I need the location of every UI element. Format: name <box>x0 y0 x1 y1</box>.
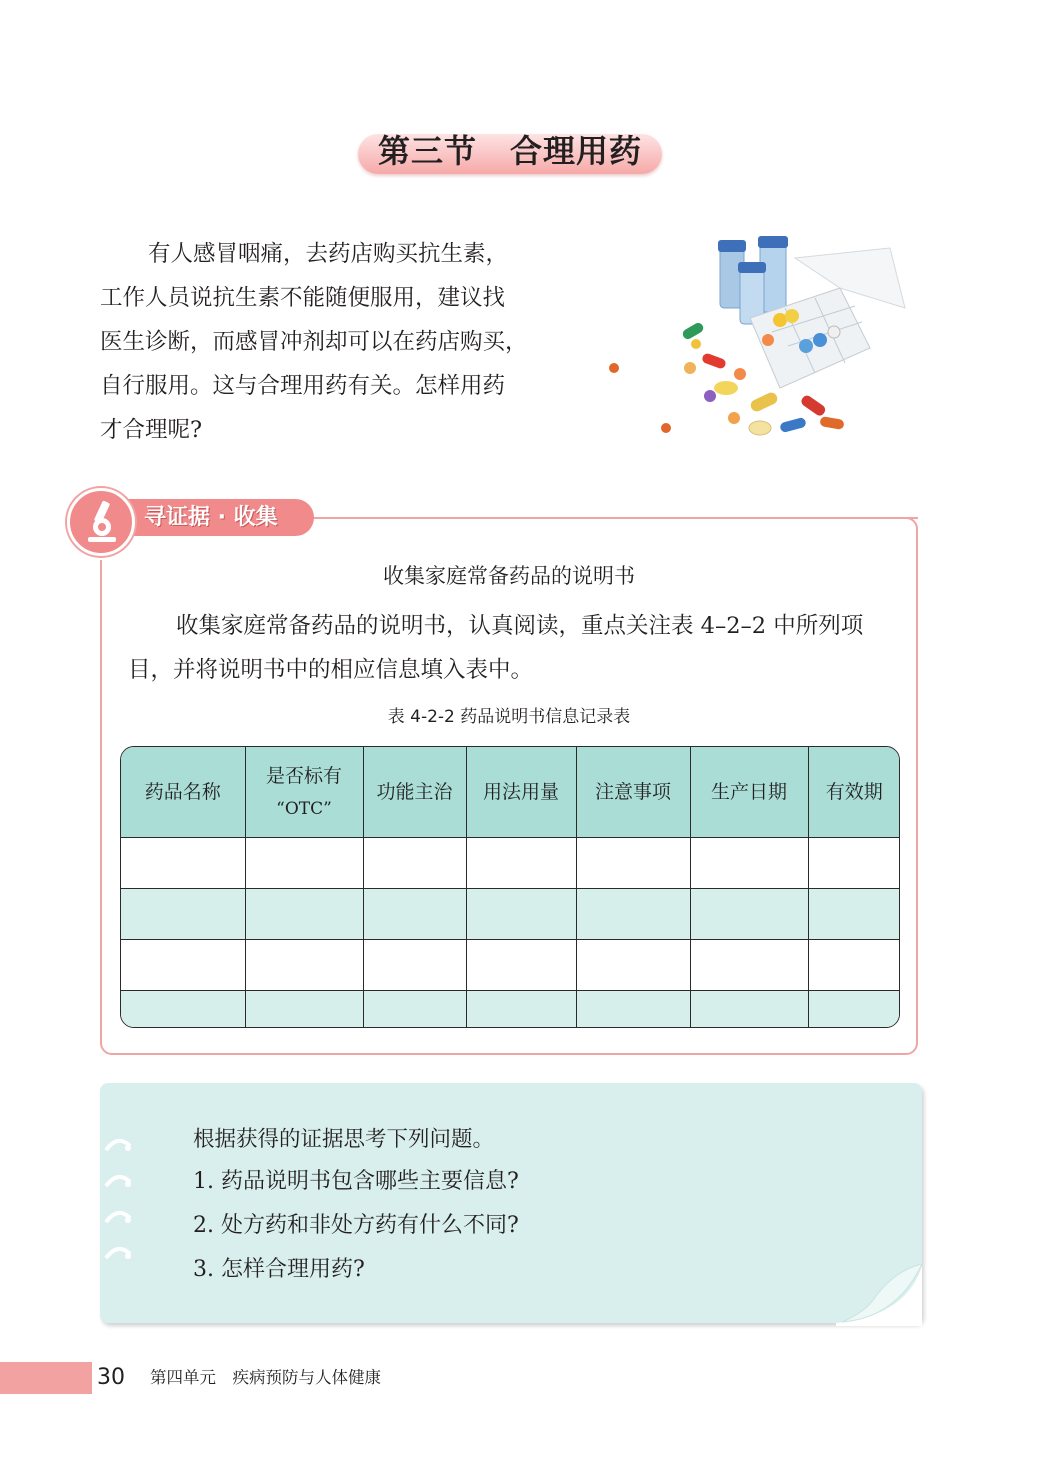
intro-line: 自行服用。这与合理用药有关。怎样用药 <box>100 373 506 399</box>
medicine-pills-illustration <box>600 228 920 456</box>
page-curl-icon <box>836 1256 926 1326</box>
binder-ring-icon <box>104 1244 132 1264</box>
evidence-body <box>128 604 898 692</box>
questions-heading: 根据获得的证据思考下列问题。 <box>193 1127 495 1152</box>
footer-color-band <box>0 1362 92 1394</box>
page-title: 第三节 合理用药 <box>377 132 642 170</box>
section-title-banner <box>358 126 662 174</box>
header-otc: 是否标有 “OTC” <box>245 747 363 838</box>
table-row <box>121 838 900 889</box>
evidence-instructions: 收集家庭常备药品的说明书，认真阅读，重点关注表 4–2–2 中所列项目，并将说明书中的相应信息填入表中。 <box>128 613 864 683</box>
table-row <box>121 940 900 991</box>
microscope-icon <box>70 491 132 553</box>
binder-ring-icon <box>104 1172 132 1192</box>
header-dosage: 用法用量 <box>466 747 576 838</box>
question-item: 2. 处方药和非处方药有什么不同? <box>193 1213 519 1238</box>
binder-ring-icon <box>104 1208 132 1228</box>
table-header-row <box>121 747 900 838</box>
intro-line: 医生诊断，而感冒冲剂却可以在药店购买， <box>100 329 528 355</box>
header-production-date: 生产日期 <box>690 747 808 838</box>
intro-line: 有人感冒咽痛，去药店购买抗生素， <box>148 241 509 267</box>
medicine-info-table <box>120 746 900 1028</box>
question-item: 3. 怎样合理用药? <box>193 1257 365 1282</box>
intro-line: 工作人员说抗生素不能随便服用，建议找 <box>100 285 506 311</box>
intro-paragraph <box>100 232 570 452</box>
table-caption: 表 4-2-2 药品说明书信息记录表 <box>387 707 631 727</box>
binder-ring-icon <box>104 1136 132 1156</box>
evidence-badge-label: 寻证据 · 收集 <box>126 499 314 536</box>
question-item: 1. 药品说明书包含哪些主要信息? <box>193 1169 519 1194</box>
header-expiry: 有效期 <box>808 747 900 838</box>
evidence-heading: 收集家庭常备药品的说明书 <box>383 564 635 588</box>
table-row <box>121 889 900 940</box>
intro-line: 才合理呢? <box>100 417 203 443</box>
questions-list <box>193 1160 519 1292</box>
header-indications: 功能主治 <box>363 747 466 838</box>
table-row <box>121 991 900 1029</box>
badge-divider-line <box>312 517 918 519</box>
header-drug-name: 药品名称 <box>121 747 245 838</box>
header-precautions: 注意事项 <box>576 747 690 838</box>
page-number: 30 <box>97 1365 125 1390</box>
footer-unit-title: 第四单元 疾病预防与人体健康 <box>150 1368 381 1387</box>
microscope-badge <box>67 488 135 556</box>
